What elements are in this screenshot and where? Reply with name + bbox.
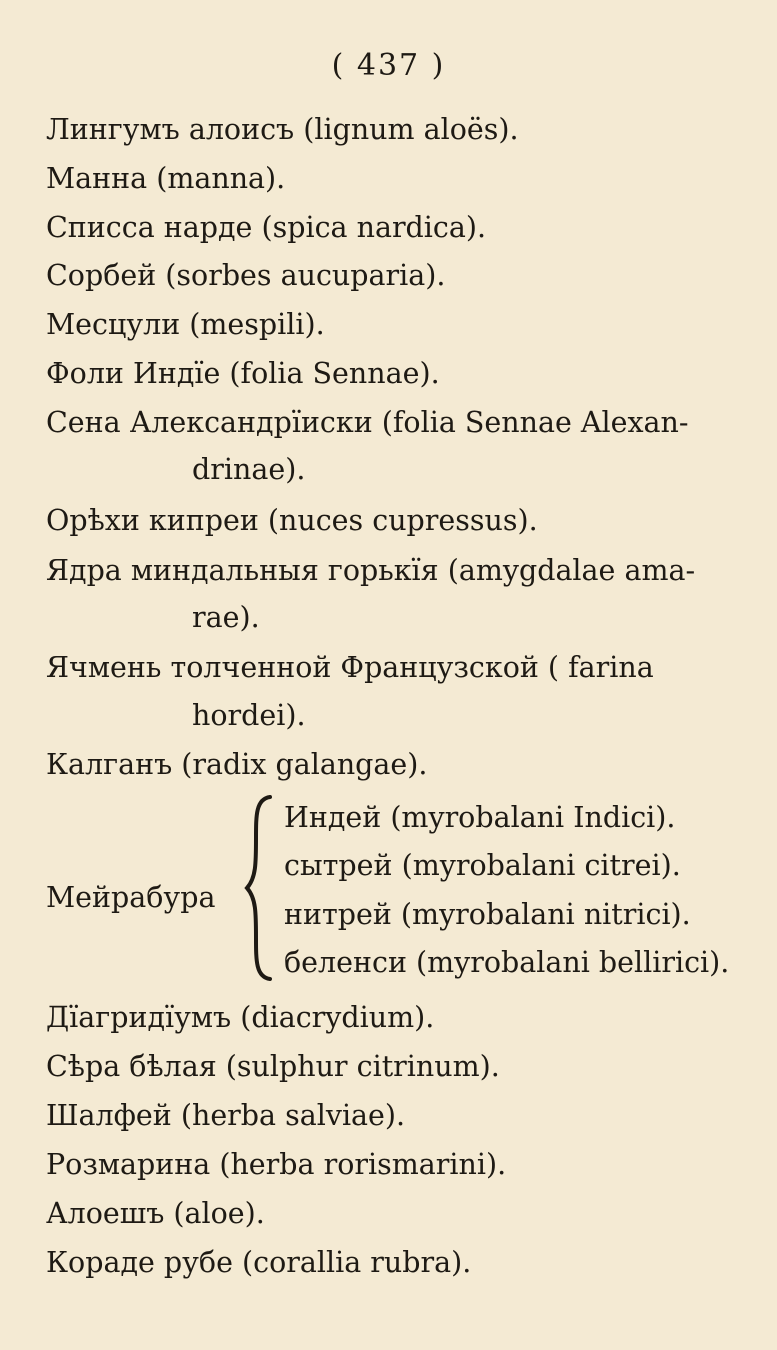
entry-corallia-rubra: Кораде рубе (corallia rubra). (46, 1246, 472, 1279)
entry-amygdalae-cont: rae). (192, 601, 260, 634)
entry-amygdalae: Ядра миндальныя горькїя (amygdalae ama- (46, 554, 696, 587)
entry-lignum-aloes: Лингумъ алоисъ (lignum aloës). (46, 113, 519, 146)
entry-farina-hordei: Ячмень толченной Французской ( farina (46, 651, 654, 684)
entry-sennae-alexandrinae-cont: drinae). (192, 453, 306, 486)
group-item-bellirici: беленси (myrobalani bellirici). (284, 946, 730, 979)
group-item-citrei: сытрей (myrobalani citrei). (284, 849, 681, 882)
entry-mespili: Месцули (mespili). (46, 308, 325, 341)
entry-sennae-alexandrinae: Сена Александрїиски (folia Sennae Alexan- (46, 406, 689, 439)
entry-rorismarini: Розмарина (herba rorismarini). (46, 1148, 507, 1181)
entry-nuces-cupressus: Орѣхи кипреи (nuces cupressus). (46, 504, 538, 537)
entry-sorbes: Сорбей (sorbes aucuparia). (46, 259, 446, 292)
entry-folia-sennae: Фоли Индїе (folia Sennae). (46, 357, 440, 390)
entry-salviae: Шалфей (herba salviae). (46, 1099, 406, 1132)
entry-diacrydium: Дїагридїумъ (diacrydium). (46, 1001, 435, 1034)
entry-manna: Манна (manna). (46, 162, 286, 195)
page-number: ( 437 ) (331, 48, 446, 83)
entry-farina-hordei-cont: hordei). (192, 699, 306, 732)
entry-sulphur: Сѣра бѣлая (sulphur citrinum). (46, 1050, 500, 1083)
group-item-nitrici: нитрей (myrobalani nitrici). (284, 898, 691, 931)
entry-spica-nardica: Списса нарде (spica nardica). (46, 211, 487, 244)
group-item-indici: Индей (myrobalani Indici). (284, 801, 676, 834)
entry-aloe: Алоешъ (aloe). (46, 1197, 265, 1230)
curly-brace-icon (244, 793, 274, 983)
entry-galangae: Калганъ (radix galangae). (46, 748, 428, 781)
group-label: Мейрабура (46, 881, 216, 914)
